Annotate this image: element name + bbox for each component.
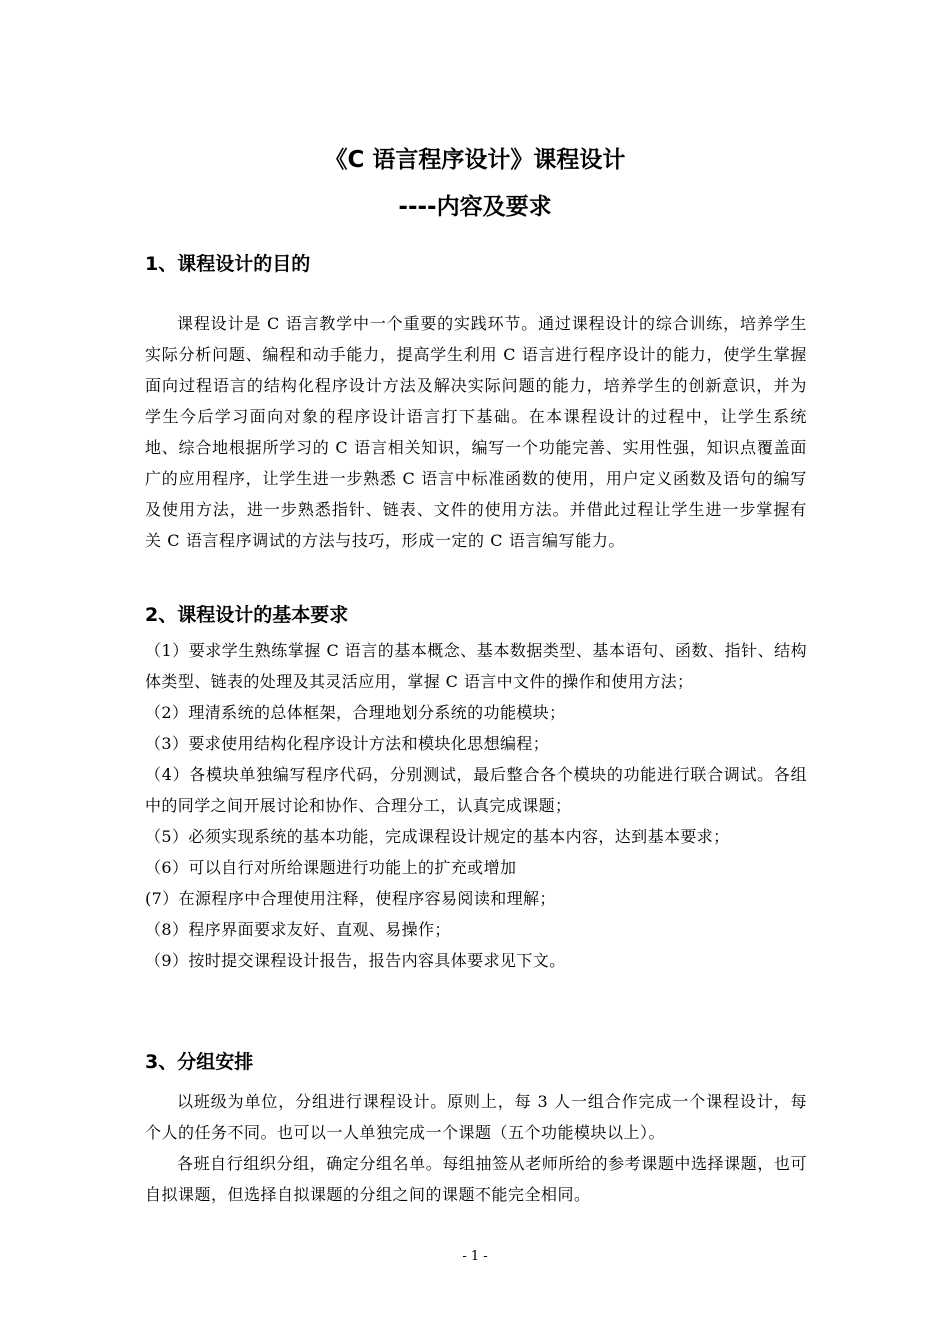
section-2-heading: 2、课程设计的基本要求 xyxy=(145,604,349,626)
document-subtitle: ----内容及要求 xyxy=(398,194,552,220)
section-3-paragraph-2: 各班自行组织分组，确定分组名单。每组抽签从老师所给的参考课题中选择课题，也可自拟课题，但选择自拟课题的分组之间的课题不能完全相同。 xyxy=(145,1154,807,1204)
requirement-item: （3）要求使用结构化程序设计方法和模块化思想编程； xyxy=(145,734,550,753)
section-1-heading: 1、课程设计的目的 xyxy=(145,253,311,275)
document-title: 《C 语言程序设计》课程设计 xyxy=(324,147,626,173)
section-3-paragraph-1: 以班级为单位，分组进行课程设计。原则上，每 3 人一组合作完成一个课程设计，每个人的任务不同。也可以一人单独完成一个课题（五个功能模块以上）。 xyxy=(145,1092,807,1142)
requirement-item: (7）在源程序中合理使用注释，使程序容易阅读和理解； xyxy=(145,889,556,908)
requirement-item: （4）各模块单独编写程序代码，分别测试，最后整合各个模块的功能进行联合调试。各组中的同学之间开展讨论和协作、合理分工，认真完成课题； xyxy=(145,765,807,815)
requirement-item: （2）理清系统的总体框架，合理地划分系统的功能模块； xyxy=(145,703,566,722)
requirements-list xyxy=(145,635,807,976)
page-number: - 1 - xyxy=(462,1249,488,1264)
section-1-paragraph: 课程设计是 C 语言教学中一个重要的实践环节。通过课程设计的综合训练，培养学生实际分析问题、编程和动手能力，提高学生利用 C 语言进行程序设计的能力，使学生掌握面向过程语言的结构化程序设计方法及解决实际问题的能力，培养学生的创新意识，并为学生今后学习面向对象的程序设计语言打下基础。在本课程设计的过程中，让学生系统地、综合地根据所学习的 C 语言相关知识，编写一个功能完善、实用性强，知识点覆盖面广的应用程序，让学生进一步熟悉 C 语言中标准函数的使用，用户定义函数及语句的编写及使用方法，进一步熟悉指针、链表、文件的使用方法。并借此过程让学生进一步掌握有关 C 语言程序调试的方法与技巧，形成一定的 C 语言编写能力。 xyxy=(145,314,807,550)
section-3-heading: 3、分组安排 xyxy=(145,1051,254,1073)
requirement-item: （9）按时提交课程设计报告，报告内容具体要求见下文。 xyxy=(145,951,566,970)
requirement-item: （1）要求学生熟练掌握 C 语言的基本概念、基本数据类型、基本语句、函数、指针、结构体类型、链表的处理及其灵活应用，掌握 C 语言中文件的操作和使用方法； xyxy=(145,641,807,691)
requirement-item: （8）程序界面要求友好、直观、易操作； xyxy=(145,920,451,939)
requirement-item: （5）必须实现系统的基本功能，完成课程设计规定的基本内容，达到基本要求； xyxy=(145,827,730,846)
requirement-item: （6）可以自行对所给课题进行功能上的扩充或增加 xyxy=(145,858,517,877)
